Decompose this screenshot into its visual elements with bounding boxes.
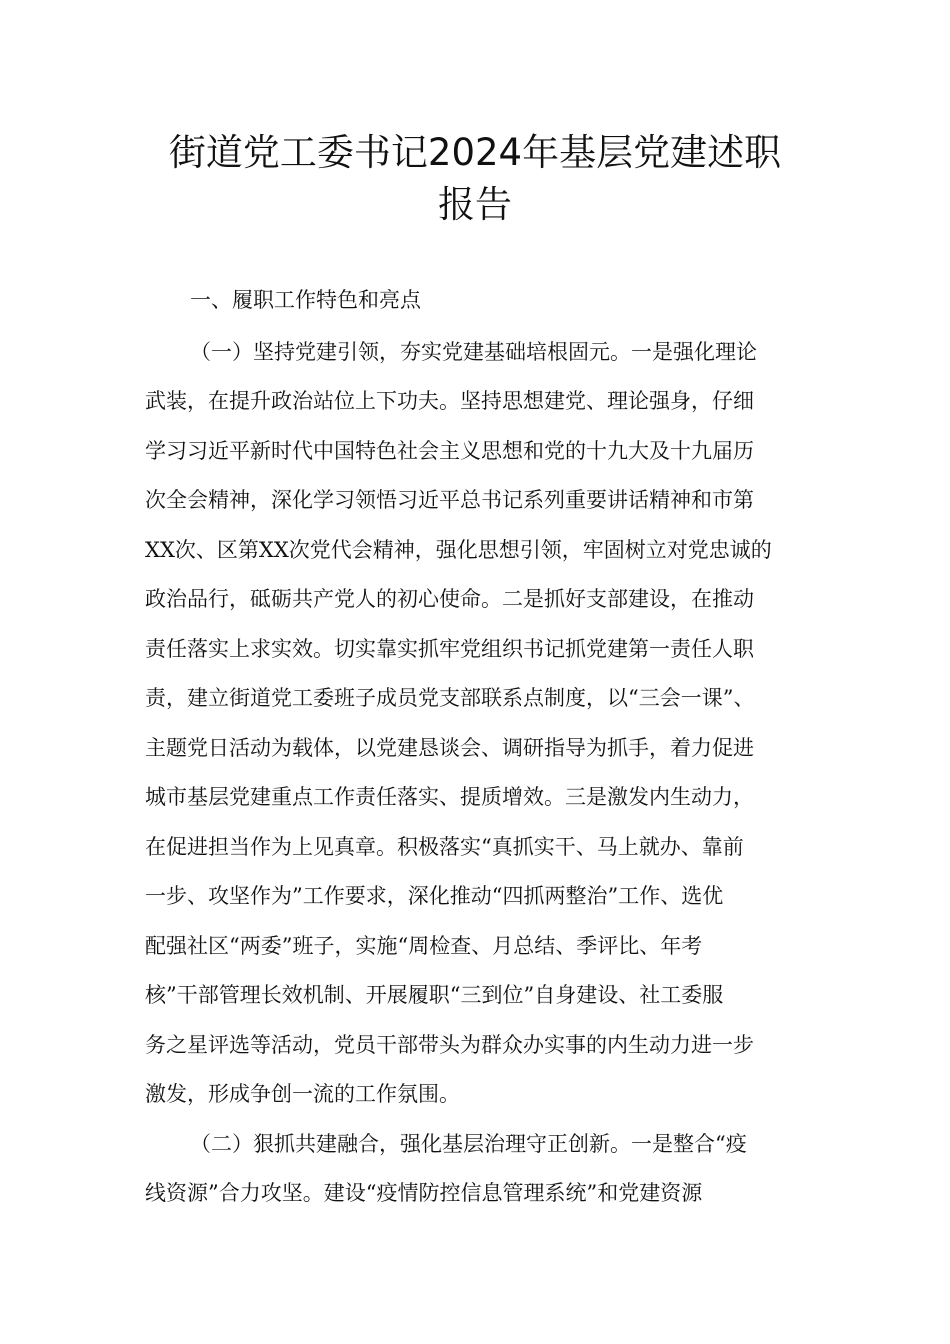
paragraph-line: 激发，形成争创一流的工作氛围。	[145, 1082, 460, 1106]
paragraph-line: 责，建立街道党工委班子成员党支部联系点制度，以“三会一课”、	[145, 686, 755, 710]
paragraph-line: （一）坚持党建引领，夯实党建基础培根固元。一是强化理论	[190, 340, 757, 364]
paragraph-line: （二）狠抓共建融合，强化基层治理守正创新。一是整合“疫	[190, 1132, 747, 1156]
paragraph-line: XX次、区第XX次党代会精神，强化思想引领，牢固树立对党忠诚的	[145, 538, 772, 562]
paragraph-line: 城市基层党建重点工作责任落实、提质增效。三是激发内生动力，	[145, 785, 754, 809]
document-title-line-1: 街道党工委书记2024年基层党建述职	[168, 131, 782, 174]
document-title-line-2: 报告	[438, 183, 512, 226]
paragraph-line: 务之星评选等活动，党员干部带头为群众办实事的内生动力进一步	[145, 1033, 754, 1057]
paragraph-line: 武装，在提升政治站位上下功夫。坚持思想建党、理论强身，仔细	[145, 389, 754, 413]
paragraph-line: 学习习近平新时代中国特色社会主义思想和党的十九大及十九届历	[145, 439, 754, 463]
paragraph-line: 责任落实上求实效。切实靠实抓牢党组织书记抓党建第一责任人职	[145, 637, 754, 661]
paragraph-line: 政治品行，砥砺共产党人的初心使命。二是抓好支部建设，在推动	[145, 587, 754, 611]
paragraph-line: 在促进担当作为上见真章。积极落实“真抓实干、马上就办、靠前	[145, 835, 744, 859]
paragraph-line: 一步、攻坚作为”工作要求，深化推动“四抓两整治”工作、选优	[145, 884, 724, 908]
section-heading: 一、履职工作特色和亮点	[190, 288, 421, 312]
paragraph-line: 主题党日活动为载体，以党建恳谈会、调研指导为抓手，着力促进	[145, 736, 754, 760]
paragraph-line: 线资源”合力攻坚。建设“疫情防控信息管理系统”和党建资源	[145, 1181, 703, 1205]
paragraph-line: 次全会精神，深化学习领悟习近平总书记系列重要讲话精神和市第	[145, 488, 754, 512]
paragraph-line: 核”干部管理长效机制、开展履职“三到位”自身建设、社工委服	[145, 983, 724, 1007]
paragraph-line: 配强社区“两委”班子，实施“周检查、月总结、季评比、年考	[145, 934, 703, 958]
